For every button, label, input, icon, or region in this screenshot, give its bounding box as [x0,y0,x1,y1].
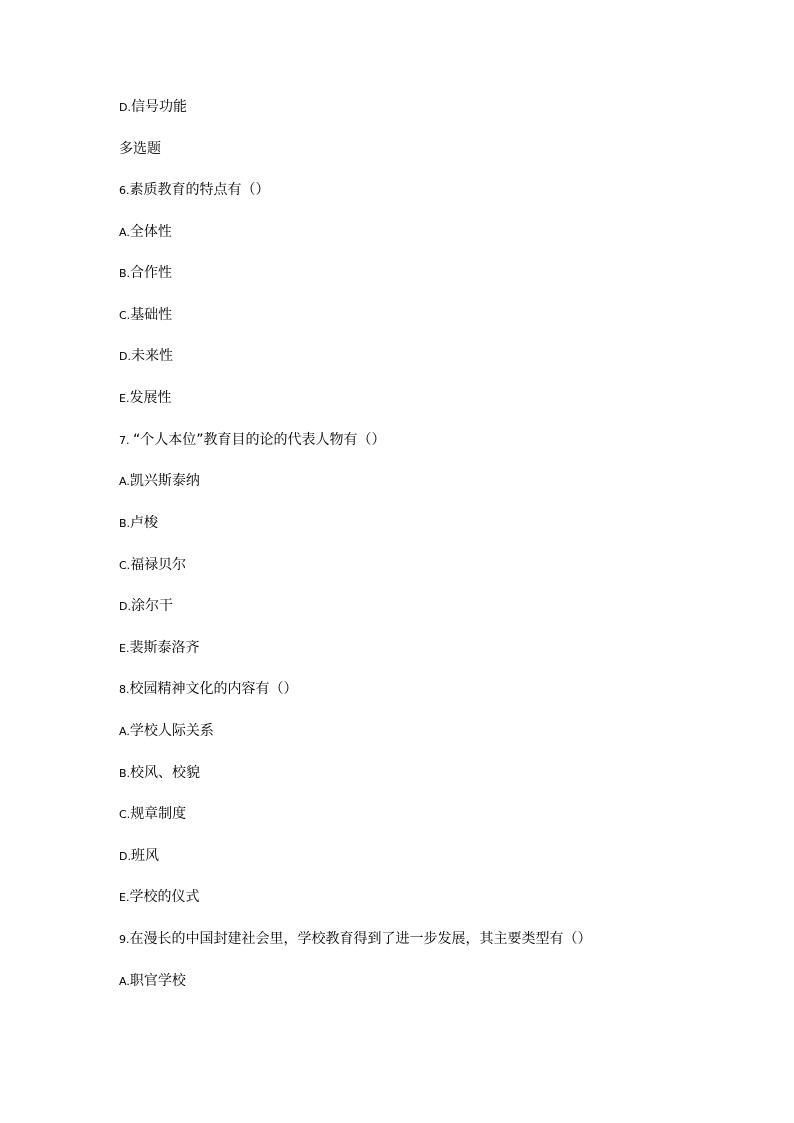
option-line [119,389,171,408]
option-line [119,597,173,616]
option-text: 规章制度 [130,806,187,822]
question-text: 校园精神文化的内容有（） [129,681,298,697]
question-text: “个人本位”教育目的论的代表人物有（） [133,432,386,448]
question-number: 7. [119,434,133,447]
question-number: 6. [119,184,130,197]
option-text: 卢梭 [130,515,159,531]
option-line [119,98,187,117]
option-line [119,764,200,783]
option-text: 涂尔干 [130,598,173,614]
option-line [119,722,214,741]
question-line [119,930,592,949]
question-line [119,431,386,450]
option-letter: B. [119,517,131,530]
option-line [119,556,186,575]
section-heading [119,140,161,159]
option-text: 全体性 [129,224,172,240]
option-text: 合作性 [130,265,173,281]
option-letter: A. [119,226,130,239]
option-text: 凯兴斯泰纳 [129,473,200,489]
option-letter: C. [119,559,131,572]
option-letter: B. [119,267,131,280]
option-text: 基础性 [130,307,173,323]
option-letter: E. [119,392,130,405]
option-letter: E. [119,642,130,655]
option-text: 学校人际关系 [129,723,214,739]
option-line [119,972,186,991]
option-letter: D. [119,101,131,114]
option-line [119,347,173,366]
option-line [119,306,172,325]
option-line [119,888,199,907]
option-letter: A. [119,725,130,738]
question-line [119,680,298,699]
question-number: 9. [119,933,130,946]
option-letter: C. [119,309,131,322]
option-line [119,472,200,491]
option-text: 信号功能 [130,99,187,115]
option-text: 学校的仪式 [129,889,200,905]
option-letter: B. [119,767,131,780]
option-letter: E. [119,891,130,904]
question-text: 素质教育的特点有（） [129,182,270,198]
option-letter: D. [119,600,131,613]
section-heading-text: 多选题 [119,141,161,157]
option-text: 校风、校貌 [130,765,201,781]
question-line [119,181,270,200]
option-text: 班风 [130,848,159,864]
option-line [119,847,159,866]
option-letter: C. [119,808,131,821]
option-line [119,264,172,283]
option-letter: D. [119,850,131,863]
option-text: 职官学校 [129,973,186,989]
option-line [119,514,158,533]
option-text: 裴斯泰洛齐 [129,640,200,656]
option-text: 发展性 [129,390,172,406]
option-text: 未来性 [130,348,173,364]
question-text: 在漫长的中国封建社会里，学校教育得到了进一步发展，其主要类型有（） [129,931,592,947]
option-text: 福禄贝尔 [130,557,187,573]
option-line [119,639,199,658]
option-letter: D. [119,350,131,363]
option-line [119,223,172,242]
option-letter: A. [119,475,130,488]
option-letter: A. [119,975,130,988]
question-number: 8. [119,683,130,696]
option-line [119,805,186,824]
